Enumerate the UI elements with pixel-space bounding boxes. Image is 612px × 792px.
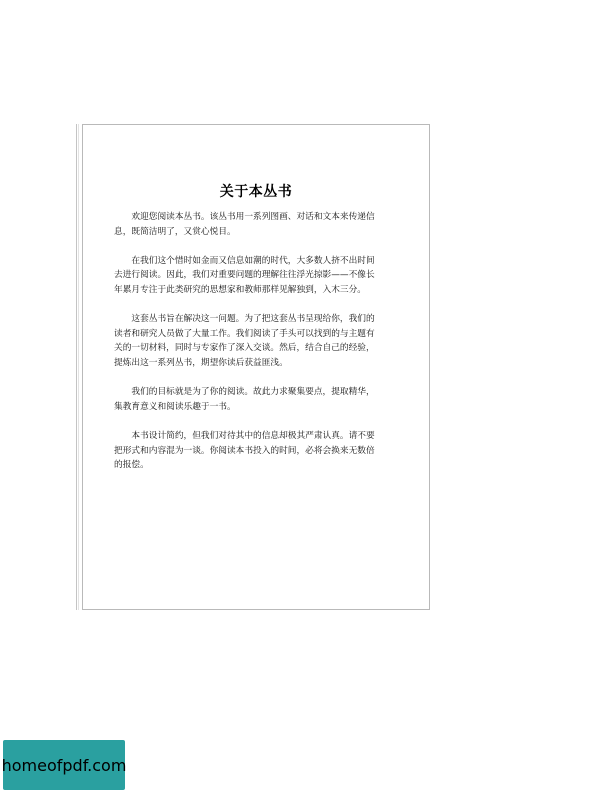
paragraph-1: 欢迎您阅读本丛书。该丛书用一系列图画、对话和文本来传递信息，既简洁明了，又赏心悦目。: [114, 212, 375, 237]
paragraph-4: 我们的目标就是为了你的阅读。故此力求聚集要点，提取精华，集教育意义和阅读乐趣于一书。: [114, 387, 375, 412]
document-page: [82, 124, 430, 610]
paragraph-2: 在我们这个惜时如金而又信息如潮的时代，大多数人挤不出时间去进行阅读。因此，我们对重要问题的理解往往浮光掠影——不像长年累月专注于此类研究的思想家和教师那样见解独到，入木三分。: [114, 255, 375, 295]
watermark-banner: [3, 740, 125, 790]
paragraph-3: 这套丛书旨在解决这一问题。为了把这套丛书呈现给你，我们的读者和研究人员做了大量工作。我们阅读了手头可以找到的与主题有关的一切材料，同时与专家作了深入交谈。然后，结合自己的经验，提炼出这一系列丛书，期望你读后获益匪浅。: [114, 314, 375, 368]
paragraph-5: 本书设计简约，但我们对待其中的信息却极其严肃认真。请不要把形式和内容混为一谈。你阅读本书投入的时间，必将会换来无数倍的报偿。: [114, 430, 375, 471]
watermark-text: homeofpdf.com: [1, 755, 127, 775]
page-title: 关于本丛书: [219, 184, 293, 200]
page-spine-edge: [76, 124, 81, 610]
body-text: [114, 210, 381, 487]
